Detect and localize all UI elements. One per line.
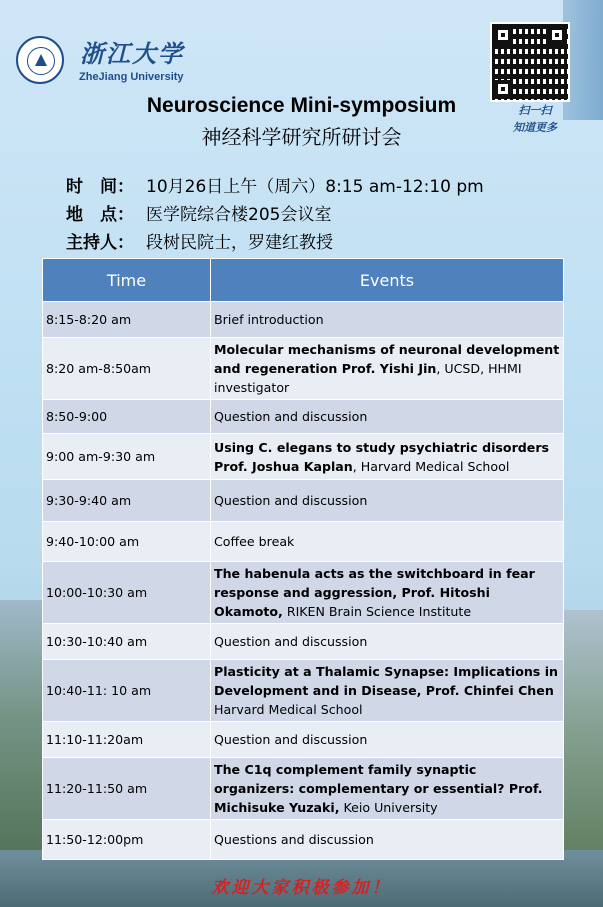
table-row [43, 522, 564, 562]
table-row [43, 624, 564, 660]
info-host-value: 段树民院士，罗建红教授 [146, 233, 333, 253]
row-time: 10:00-10:30 am [43, 562, 211, 624]
row-event [211, 338, 564, 400]
row-event [211, 624, 564, 660]
qr-caption-line1: 扫一扫 [518, 104, 552, 117]
event-detail: Coffee break [214, 534, 295, 549]
info-place-label: 地 点： [66, 205, 134, 225]
event-title: Plasticity at a Thalamic Synapse: Implications in Development and in Disease, Prof. Chinfei Chen [214, 664, 558, 698]
event-detail: Question and discussion [214, 634, 368, 649]
row-event [211, 400, 564, 434]
column-header-time: Time [43, 259, 211, 302]
event-detail: Keio University [339, 800, 438, 815]
row-time: 9:30-9:40 am [43, 480, 211, 522]
table-row [43, 820, 564, 860]
row-time: 9:40-10:00 am [43, 522, 211, 562]
row-event [211, 302, 564, 338]
event-title: Molecular mechanisms of neuronal development and regeneration Prof. Yishi Jin [214, 342, 560, 376]
info-place-value: 医学院综合楼205会议室 [146, 205, 332, 225]
table-row [43, 660, 564, 722]
row-time: 8:50-9:00 [43, 400, 211, 434]
table-row [43, 434, 564, 480]
schedule-table [42, 258, 564, 860]
row-event [211, 820, 564, 860]
background-trees-left [0, 600, 42, 860]
event-detail: Question and discussion [214, 493, 368, 508]
event-detail: Brief introduction [214, 312, 324, 327]
background-trees-right [563, 610, 603, 860]
table-row [43, 338, 564, 400]
row-time: 8:20 am-8:50am [43, 338, 211, 400]
event-title: The C1q complement family synaptic organizers: complementary or essential? Prof. Michisuke Yuzaki, [214, 762, 543, 815]
table-header-row [43, 259, 564, 302]
event-detail: , UCSD, HHMI investigator [214, 361, 522, 395]
info-time-value: 10月26日上午（周六）8:15 am-12:10 pm [146, 177, 484, 197]
row-time: 11:50-12:00pm [43, 820, 211, 860]
event-detail: Questions and discussion [214, 832, 374, 847]
info-time [66, 172, 484, 197]
table-row [43, 562, 564, 624]
event-detail: Question and discussion [214, 732, 368, 747]
page-title-cn: 神经科学研究所研讨会 [201, 125, 402, 149]
qr-caption-line2: 知道更多 [513, 121, 557, 134]
event-detail: Harvard Medical School [214, 702, 363, 717]
column-header-events: Events [211, 259, 564, 302]
row-time: 10:40-11: 10 am [43, 660, 211, 722]
university-logo-icon [16, 36, 64, 84]
event-title: The habenula acts as the switchboard in fear response and aggression, Prof. Hitoshi Okamoto, [214, 566, 535, 619]
info-host-label: 主持人： [66, 233, 134, 253]
table-row [43, 400, 564, 434]
info-host [66, 228, 333, 253]
info-time-label: 时 间： [66, 177, 134, 197]
row-event [211, 722, 564, 758]
row-event [211, 434, 564, 480]
event-title: Using C. elegans to study psychiatric disorders Prof. Joshua Kaplan [214, 439, 550, 474]
event-detail: RIKEN Brain Science Institute [282, 604, 472, 619]
brand-name-en: ZheJiang University [79, 71, 184, 83]
qr-code-icon [490, 22, 570, 102]
table-row [43, 480, 564, 522]
table-row [43, 302, 564, 338]
row-event [211, 660, 564, 722]
event-detail: , Harvard Medical School [352, 458, 510, 474]
row-event [211, 522, 564, 562]
brand-name-cn: 浙江大学 [80, 39, 184, 68]
event-detail: Question and discussion [214, 409, 368, 424]
row-time: 10:30-10:40 am [43, 624, 211, 660]
row-time: 9:00 am-9:30 am [43, 434, 211, 480]
row-time: 11:20-11:50 am [43, 758, 211, 820]
welcome-message: 欢迎大家积极参加！ [211, 878, 392, 898]
table-row [43, 722, 564, 758]
row-event [211, 758, 564, 820]
row-event [211, 562, 564, 624]
row-time: 8:15-8:20 am [43, 302, 211, 338]
row-event [211, 480, 564, 522]
page-title-en: Neuroscience Mini-symposium [146, 94, 457, 117]
row-time: 11:10-11:20am [43, 722, 211, 758]
table-row [43, 758, 564, 820]
info-place [66, 200, 331, 225]
